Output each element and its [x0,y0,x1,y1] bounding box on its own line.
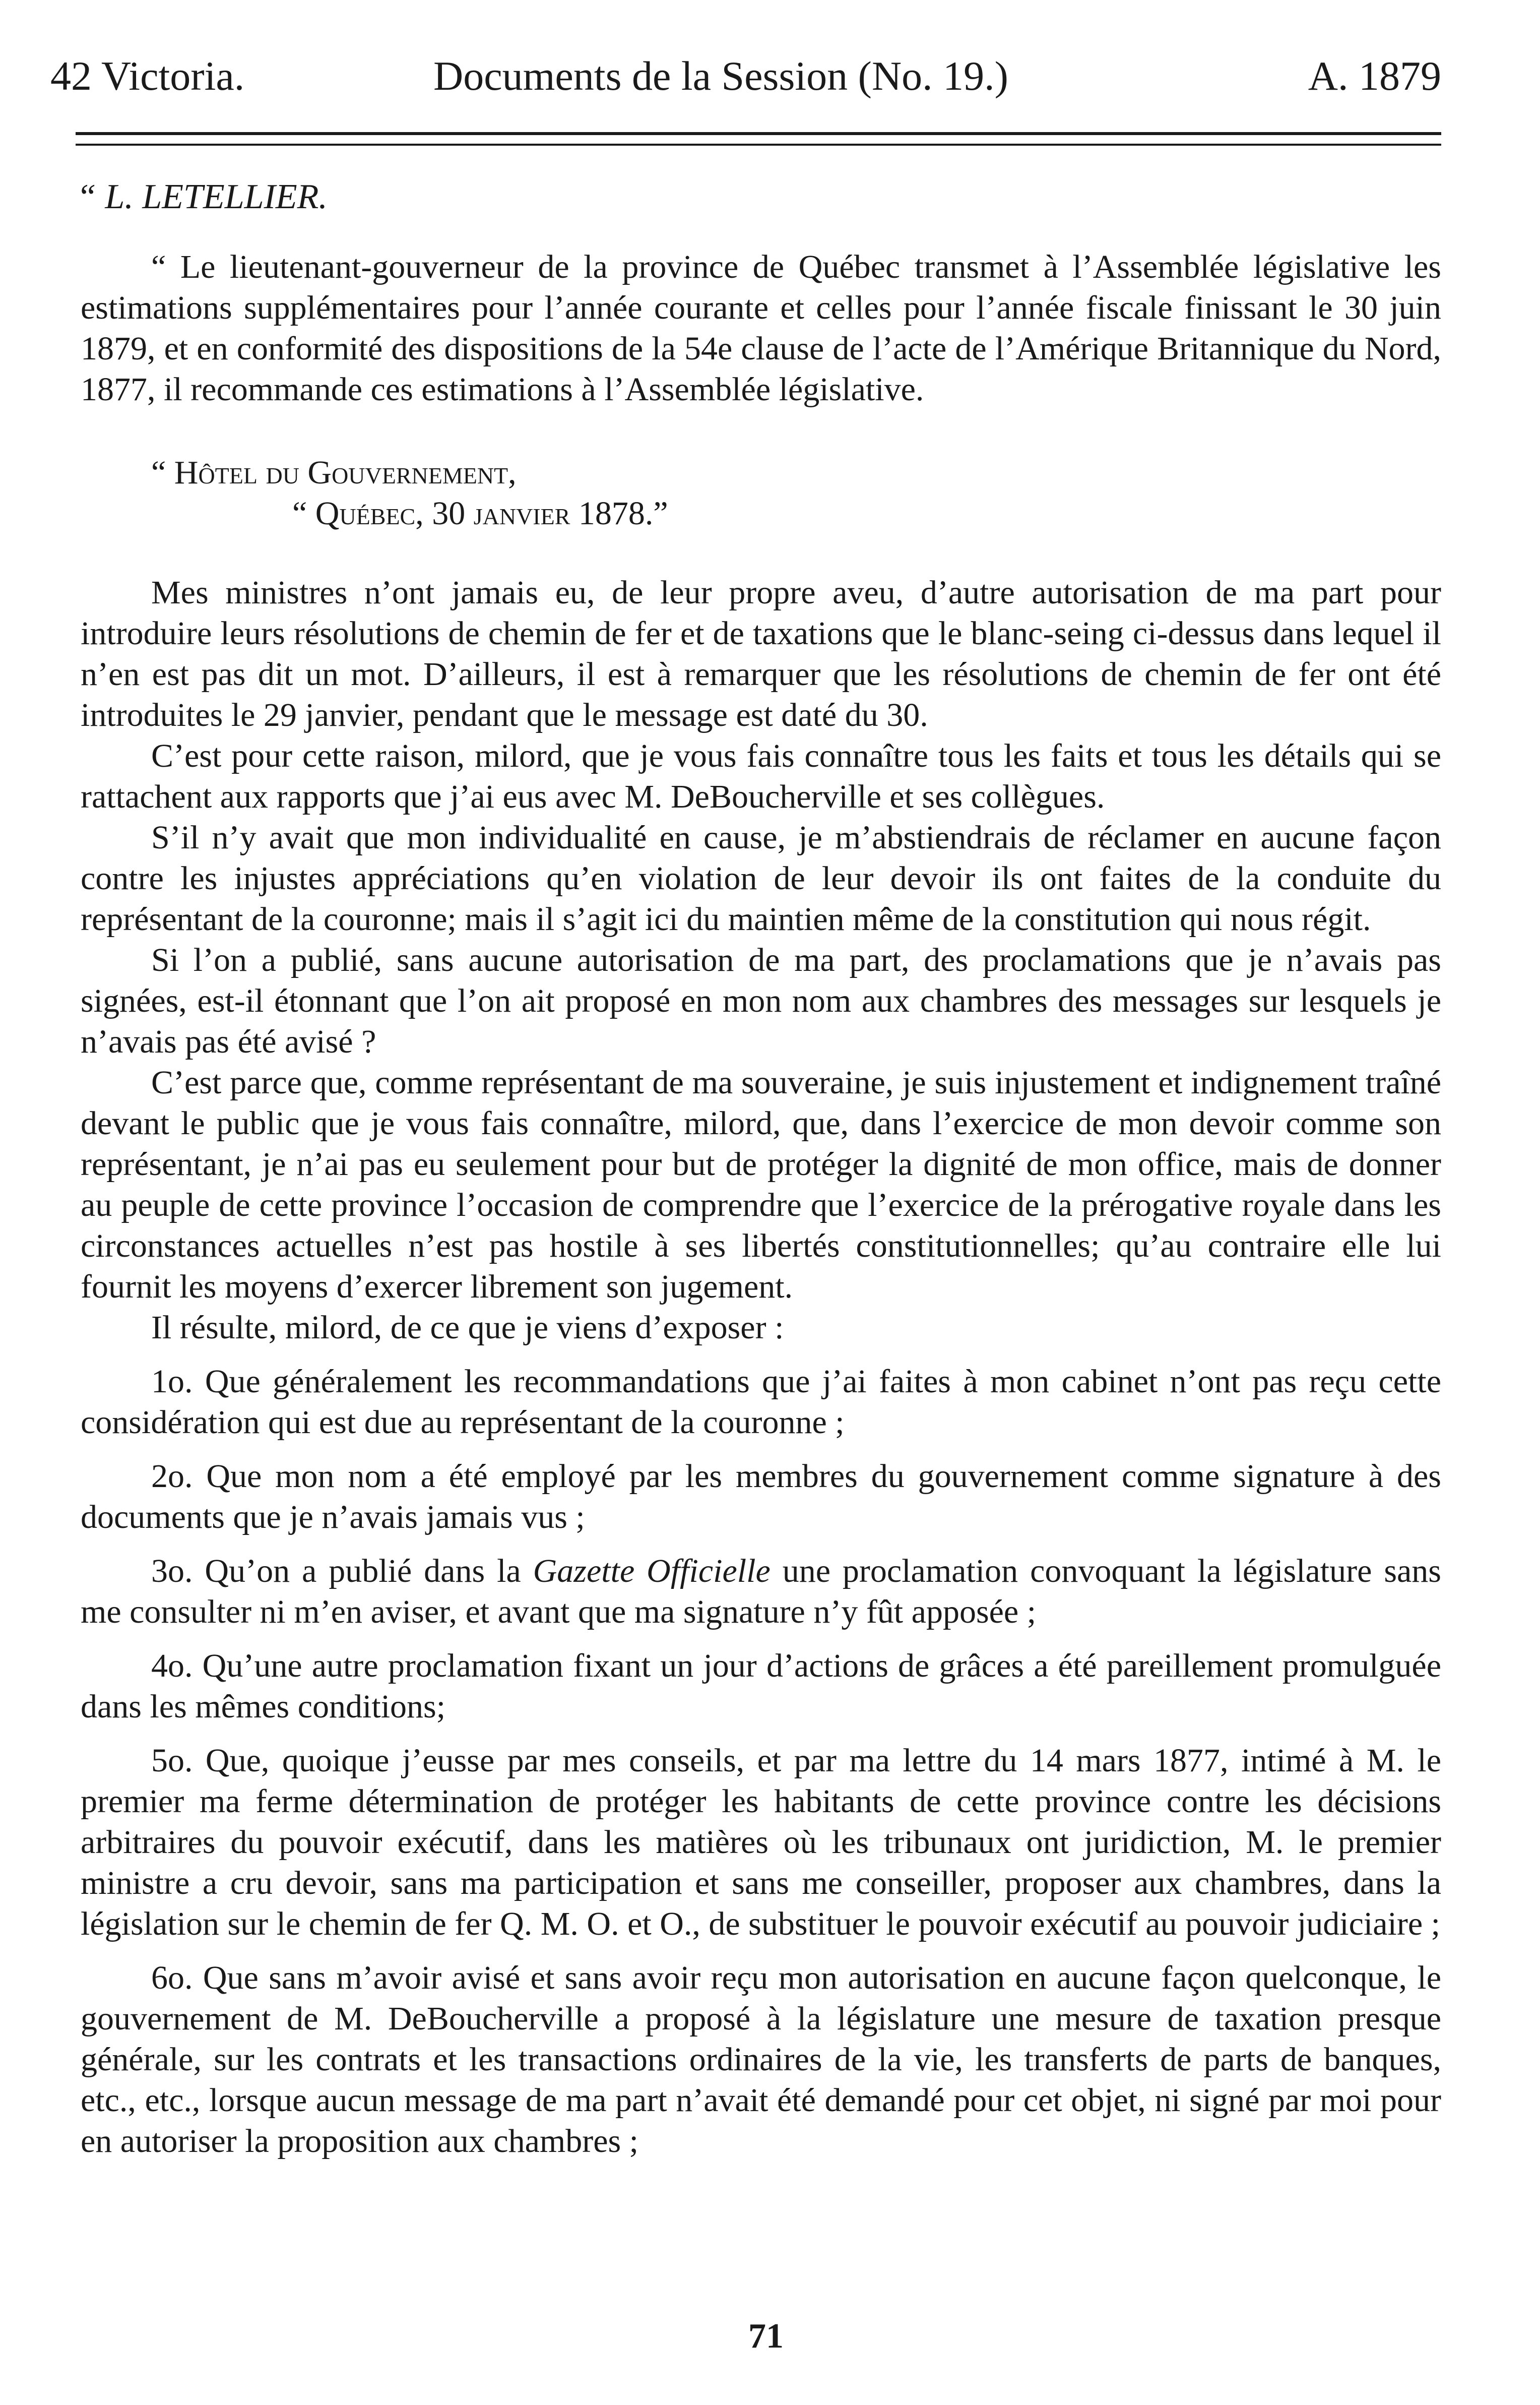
list-item: 4o. Qu’une autre proclamation fixant un jour d’actions de grâces a été pareillement promulguée dans les mêmes conditions; [81,1647,1441,1725]
list-item: 1o. Que généralement les recommandations que j’ai faites à mon cabinet n’ont pas reçu cette considération qui est due au représentant de la couronne ; [81,1363,1441,1441]
governor-message: “ Le lieutenant-gouverneur de la province de Québec transmet à l’Assemblée législative les estimations supplémentaires pour l’année courante et celles pour l’année fiscale finissant le 30 juin 1879, et en conformité des dispositions de la 54e clause de l’acte de l’Amérique Britannique du Nord, 1877, il recommande ces estimations à l’Assemblée législative. [81,249,1441,408]
signature: “ L. LETELLIER. [77,177,328,216]
list-item [81,1551,1441,1632]
running-header [50,48,1441,104]
header-right: A. 1879 [1308,53,1441,99]
place-line-1-text: “ Hôtel du Gouvernement, [151,454,517,491]
paragraph: Il résulte, milord, de ce que je viens d’exposer : [151,1309,784,1346]
paragraph: Si l’on a publié, sans aucune autorisation de ma part, des proclamations que je n’avais pas signées, est-il étonnant que l’on ait proposé en mon nom aux chambres des messages sur lesquels je n’avais pas été avisé ? [81,942,1441,1060]
place-line-1 [81,452,1441,493]
list-item: 6o. Que sans m’avoir avisé et sans avoir reçu mon autorisation en aucune façon quelconque, le gouvernement de M. DeBoucherville a proposé à la législature une mesure de taxation presque générale, sur les contrats et les transactions ordinaires de la vie, les transferts de parts de banques, etc., etc., lorsque aucun message de ma part n’avait été demandé pour cet objet, ni signé par moi pour en autoriser la proposition aux chambres ; [81,1959,1441,2160]
list-item: 2o. Que mon nom a été employé par les membres du gouvernement comme signature à des documents que je n’avais jamais vus ; [81,1458,1441,1535]
page-body [77,176,1441,2162]
page-number: 71 [748,2317,784,2356]
place-line-2-text: “ Québec, 30 janvier 1878.” [292,495,668,532]
header-center: Documents de la Session (No. 19.) [433,53,1008,99]
header-left: 42 Victoria. [50,53,245,99]
list-item: 5o. Que, quoique j’eusse par mes conseils, et par ma lettre du 14 mars 1877, intimé à M. le premier ma ferme détermination de protéger les habitants de cette province contre les décisions arbitraires du pouvoir exécutif, dans les matières où les tribunaux ont juridiction, M. le premier ministre a cru devoir, sans ma participation et sans me conseiller, proposer aux chambres, dans la législation sur le chemin de fer Q. M. O. et O., de substituer le pouvoir exécutif au pouvoir judiciaire ; [81,1742,1441,1942]
list-item-text-after: une proclamation convoquant la législature sans me consulter ni m’en aviser, et avant que ma signature n’y fût apposée ; [81,1553,1441,1630]
paragraph: C’est parce que, comme représentant de ma souveraine, je suis injustement et indignement traîné devant le public que je vous fais connaître, milord, que, dans l’exercice de mon devoir comme son représentant, je n’ai pas eu seulement pour but de protéger la dignité de mon office, mais de donner au peuple de cette province l’occasion de comprendre que l’exercice de la prérogative royale dans les circonstances actuelles n’est pas hostile à ses libertés constitutionnelles; qu’au contraire elle lui fournit les moyens d’exercer librement son jugement. [81,1064,1441,1305]
header-rule-thick [76,132,1441,135]
paragraph: S’il n’y avait que mon individualité en cause, je m’abstiendrais de réclamer en aucune façon contre les injustes appréciations qu’en violation de leur devoir ils ont faites de la conduite du représentant de la couronne; mais il s’agit ici du maintien même de la constitution qui nous régit. [81,819,1441,938]
paragraph: Mes ministres n’ont jamais eu, de leur propre aveu, d’autre autorisation de ma part pour introduire leurs résolutions de chemin de fer et de taxations que le blanc-seing ci-dessus dans lequel il n’en est pas dit un mot. D’ailleurs, il est à remarquer que les résolutions de chemin de fer ont été introduites le 29 janvier, pendant que le message est daté du 30. [81,574,1441,733]
place-line-2 [81,493,1441,534]
gazette-title: Gazette Officielle [533,1553,771,1589]
header-rule-thin [76,144,1441,146]
paragraph: C’est pour cette raison, milord, que je vous fais connaître tous les faits et tous les détails qui se rattachent aux rapports que j’ai eus avec M. DeBoucherville et ses collègues. [81,737,1441,815]
list-item-text-before: 3o. Qu’on a publié dans la [151,1553,533,1589]
